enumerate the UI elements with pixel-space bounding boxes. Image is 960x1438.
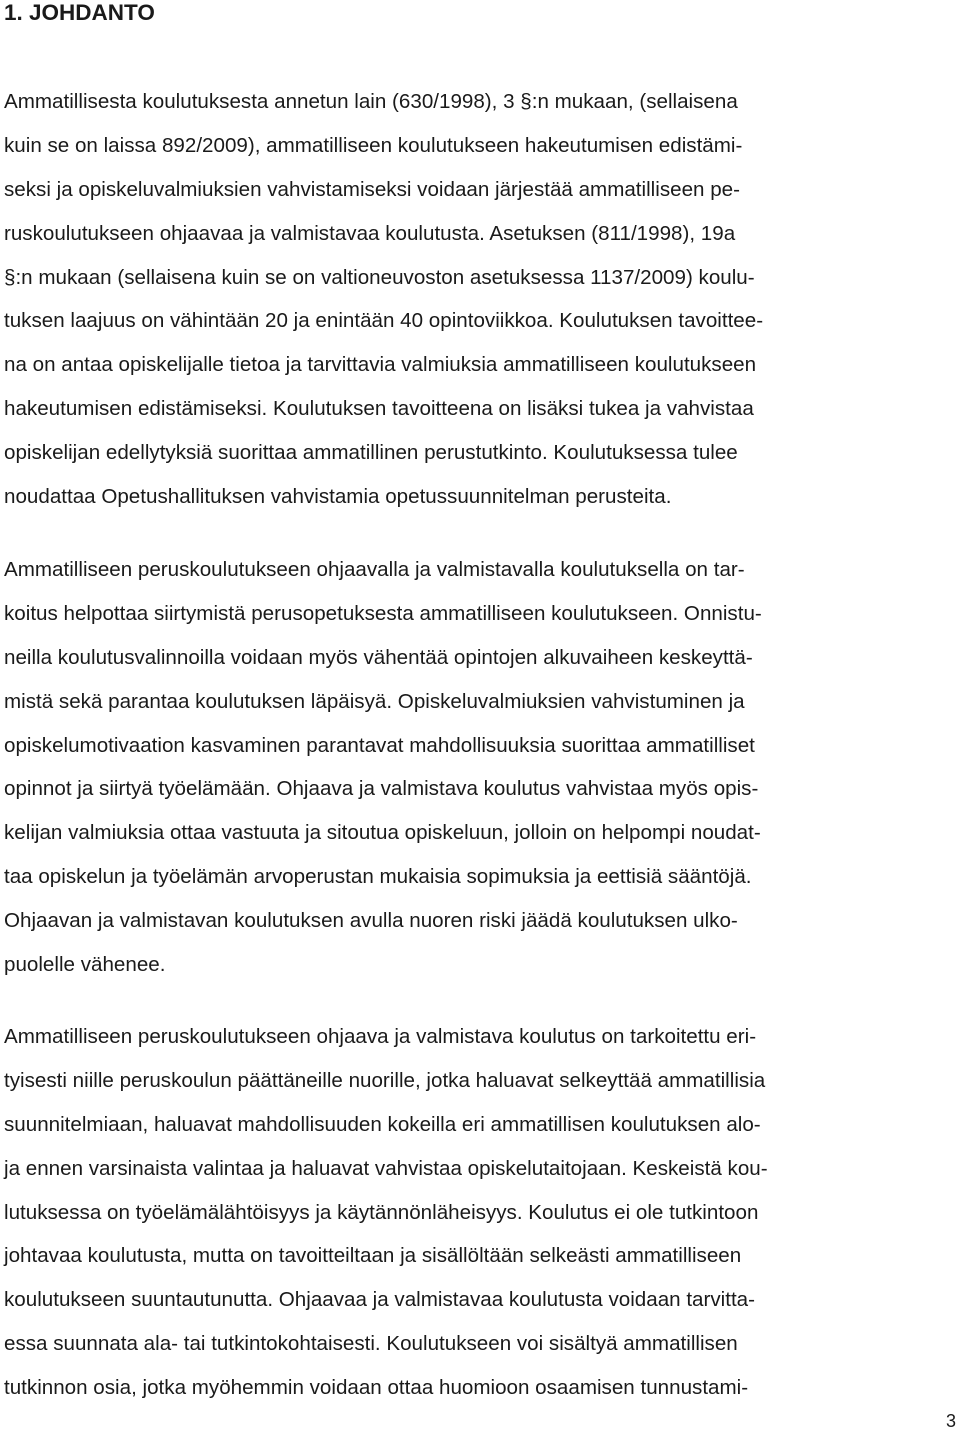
text-line: kelijan valmiuksia ottaa vastuuta ja sitoutua opiskeluun, jolloin on helpompi noudat- bbox=[4, 821, 761, 845]
text-line: suunnitelmiaan, haluavat mahdollisuuden kokeilla eri ammatillisen koulutuksen alo- bbox=[4, 1112, 761, 1136]
text-line: opinnot ja siirtyä työelämään. Ohjaava ja valmistava koulutus vahvistaa myös opis- bbox=[4, 777, 759, 801]
paragraph-1 bbox=[4, 80, 763, 519]
text-line: ruskoulutukseen ohjaavaa ja valmistavaa koulutusta. Asetuksen (811/1998), 19a bbox=[4, 221, 736, 245]
page-number: 3 bbox=[945, 1411, 956, 1431]
text-line: ja ennen varsinaista valintaa ja haluavat vahvistaa opiskelutaitojaan. Keskeistä kou- bbox=[4, 1156, 768, 1180]
text-line: koulutukseen suuntautunutta. Ohjaavaa ja valmistavaa koulutusta voidaan tarvitta- bbox=[4, 1288, 755, 1312]
text-line: Ammatilliseen peruskoulutukseen ohjaava ja valmistava koulutus on tarkoitettu eri- bbox=[4, 1025, 757, 1048]
text-line: neilla koulutusvalinnoilla voidaan myös vähentää opintojen alkuvaiheen keskeyttä- bbox=[4, 645, 753, 669]
text-line: tutkinnon osia, jotka myöhemmin voidaan ottaa huomioon osaamisen tunnustami- bbox=[4, 1376, 749, 1399]
text-line: tuksen laajuus on vähintään 20 ja enintään 40 opintoviikkoa. Koulutuksen tavoittee- bbox=[4, 309, 764, 333]
text-line: mistä sekä parantaa koulutuksen läpäisyä. Opiskeluvalmiuksien vahvistuminen ja bbox=[4, 689, 745, 713]
text-line: puolelle vähenee. bbox=[4, 952, 166, 976]
text-line: tyisesti niille peruskoulun päättäneille nuorille, jotka haluavat selkeyttää ammatillisia bbox=[4, 1068, 766, 1092]
text-line: na on antaa opiskelijalle tietoa ja tarvittavia valmiuksia ammatilliseen koulutukseen bbox=[4, 353, 757, 377]
text-line: §:n mukaan (sellaisena kuin se on valtioneuvoston asetuksessa 1137/2009) koulu- bbox=[4, 265, 755, 289]
text-line: Ohjaavan ja valmistavan koulutuksen avulla nuoren riski jäädä koulutuksen ulko- bbox=[4, 909, 738, 932]
paragraph-2 bbox=[4, 548, 762, 987]
text-line: hakeutumisen edistämiseksi. Koulutuksen tavoitteena on lisäksi tukea ja vahvistaa bbox=[4, 397, 754, 421]
paragraph-3 bbox=[4, 1015, 768, 1410]
text-line: lutuksessa on työelämälähtöisyys ja käytännönläheisyys. Koulutus ei ole tutkintoon bbox=[4, 1200, 759, 1224]
text-line: opiskelijan edellytyksiä suorittaa ammatillinen perustutkinto. Koulutuksessa tulee bbox=[4, 441, 738, 464]
section-heading: 1. JOHDANTO bbox=[4, 0, 155, 25]
text-line: essa suunnata ala- tai tutkintokohtaisesti. Koulutukseen voi sisältyä ammatillisen bbox=[4, 1332, 738, 1356]
text-line: johtavaa koulutusta, mutta on tavoitteiltaan ja sisällöltään selkeästi ammatilliseen bbox=[4, 1244, 742, 1268]
text-line: koitus helpottaa siirtymistä perusopetuksesta ammatilliseen koulutukseen. Onnistu- bbox=[4, 601, 762, 625]
text-line: kuin se on laissa 892/2009), ammatilliseen koulutukseen hakeutumisen edistämi- bbox=[4, 133, 743, 157]
text-line: noudattaa Opetushallituksen vahvistamia opetussuunnitelman perusteita. bbox=[4, 484, 672, 508]
text-line: seksi ja opiskeluvalmiuksien vahvistamiseksi voidaan järjestää ammatilliseen pe- bbox=[4, 177, 740, 201]
text-line: opiskelumotivaation kasvaminen parantavat mahdollisuuksia suorittaa ammatilliset bbox=[4, 733, 755, 757]
text-line: Ammatillisesta koulutuksesta annetun lain (630/1998), 3 §:n mukaan, (sellaisena bbox=[4, 90, 738, 113]
text-line: Ammatilliseen peruskoulutukseen ohjaavalla ja valmistavalla koulutuksella on tar- bbox=[4, 558, 745, 581]
text-line: taa opiskelun ja työelämän arvoperustan mukaisia sopimuksia ja eettisiä sääntöjä. bbox=[4, 865, 752, 889]
